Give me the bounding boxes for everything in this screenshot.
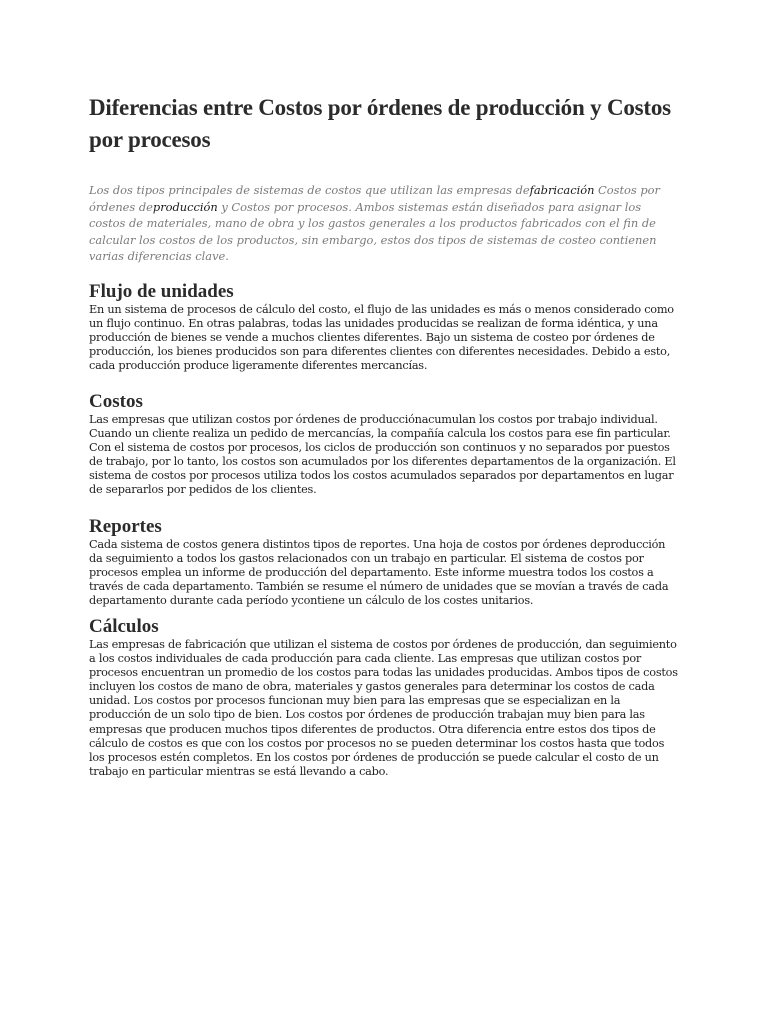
- section-heading: Reportes: [89, 515, 162, 537]
- intro-text-3: y Costos por procesos. Ambos sistemas están diseñados para asignar los costos de materiales, mano de obra y los gastos generales a los productos fabricados con el fin de calcular los costos de los productos, sin embargo, estos dos tipos de sistemas de costeo contienen varias diferencias clave.: [89, 199, 657, 263]
- intro-link-fabricacion[interactable]: fabricación: [529, 183, 595, 197]
- section-reportes: [89, 516, 681, 608]
- intro-text-2: Costos por órdenes de: [89, 183, 660, 214]
- section-calculos: [89, 616, 681, 779]
- section-body: Cada sistema de costos genera distintos tipos de reportes. Una hoja de costos por órdenes deproducción da seguimiento a todos los gastos relacionados con un trabajo en particular. El sistema de costos por procesos emplea un informe de producción del departamento. Este informe muestra todos los costos a través de cada departamento. También se resume el número de unidades que se movían a través de cada departamento durante cada período ycontiene un cálculo de los costes unitarios.: [89, 537, 669, 607]
- intro-paragraph: [89, 182, 681, 265]
- document-title: Diferencias entre Costos por órdenes de producción y Costos por procesos: [89, 95, 671, 152]
- section-heading: Cálculos: [89, 616, 159, 637]
- document-page: [89, 92, 681, 797]
- section-heading: Costos: [89, 390, 143, 412]
- intro-link-produccion[interactable]: producción: [152, 199, 218, 214]
- section-costos: [89, 391, 681, 498]
- section-body: En un sistema de procesos de cálculo del costo, el flujo de las unidades es más o menos considerado como un flujo continuo. En otras palabras, todas las unidades producidas se realizan de forma idéntica, y una producción de bienes se vende a muchos clientes diferentes. Bajo un sistema de costeo por órdenes de producción, los bienes producidos son para diferentes clientes con diferentes necesidades. Debido a esto, cada producción produce ligeramente diferentes mercancías.: [89, 302, 674, 372]
- section-body: Las empresas de fabricación que utilizan el sistema de costos por órdenes de producción, dan seguimiento a los costos individuales de cada producción para cada cliente. Las empresas que utilizan costos por procesos encuentran un promedio de los costos para todas las unidades producidas. Ambos tipos de costos incluyen los costos de mano de obra, materiales y gastos generales para determinar los costos de cada unidad. Los costos por procesos funcionan muy bien para las empresas que se especializan en la producción de un solo tipo de bien. Los costos por órdenes de producción trabajan muy bien para las empresas que producen muchos tipos diferentes de productos. Otra diferencia entre estos dos tipos de cálculo de costos es que con los costos por procesos no se pueden determinar los costos hasta que todos los procesos estén completos. En los costos por órdenes de producción se puede calcular el costo de un trabajo en particular mientras se está llevando a cabo.: [89, 638, 678, 778]
- section-body: Las empresas que utilizan costos por órdenes de producciónacumulan los costos por trabajo individual. Cuando un cliente realiza un pedido de mercancías, la compañía calcula los costos para ese fin particular. Con el sistema de costos por procesos, los ciclos de producción son continuos y no separados por puestos de trabajo, por lo tanto, los costos son acumulados por los diferentes departamentos de la organización. El sistema de costos por procesos utiliza todos los costos acumulados separados por departamentos en lugar de separarlos por pedidos de los clientes.: [89, 412, 676, 497]
- section-heading: Flujo de unidades: [89, 280, 234, 302]
- section-flujo-de-unidades: [89, 281, 681, 373]
- intro-text-1: Los dos tipos principales de sistemas de costos que utilizan las empresas de: [89, 183, 530, 197]
